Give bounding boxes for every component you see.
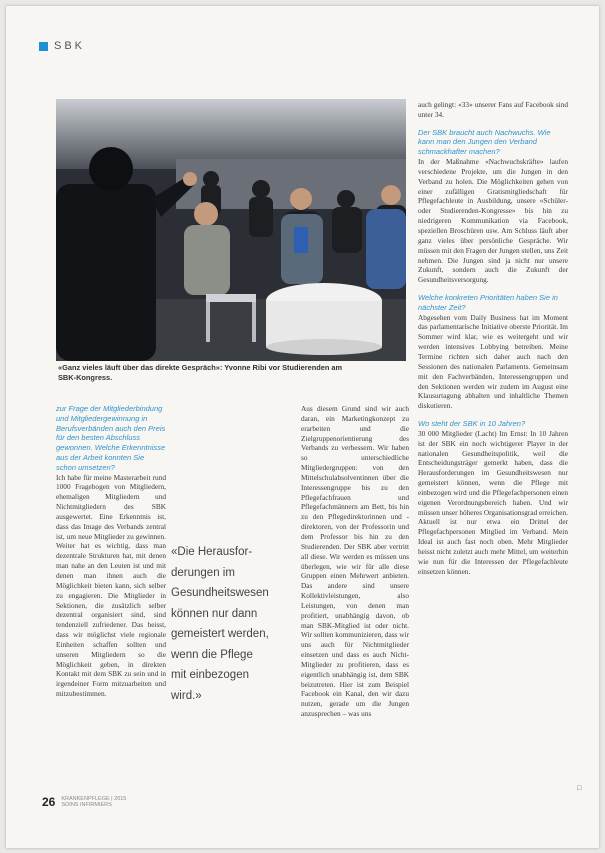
photo-caption (58, 363, 408, 383)
magazine-line-1: KRANKENPFLEGE | 2015 (61, 796, 127, 802)
caption-rest: SBK-Kongress. (58, 373, 113, 382)
question-left: zur Frage der Mitgliederbindung und Mitgliedergewinnung in Berufsverbänden auch den Preis für den besten Abschluss gewonnen. Welche Erkenntnisse aus der Arbeit konnten Sie schon umsetzen? (56, 404, 166, 472)
pull-quote-line: können nur dann (171, 607, 258, 620)
pull-quote-line: «Die Herausfor- (171, 546, 253, 558)
pull-quote-line: derungen im (171, 566, 235, 579)
page-footer (42, 795, 126, 809)
answer-2: Abgesehen vom Daily Business hat im Moment das parlamentarische Initiative oberste Priorität. Im Sommer wird klar, wie es weitergeht und wir werden intensives Lobbying betreiben. Meine Termine richten sich daher auch nach den Sessionen des nationalen Parlaments. Gemeinsam mit den Fachverbänden, Interessengruppen und den Sektionen werden wir zudem im August eine Klausurtagung abhalten und inhaltliche Themen diskutieren. (418, 312, 568, 411)
question-3: Wo steht der SBK in 10 Jahren? (418, 419, 526, 429)
end-mark-icon: □ (577, 784, 582, 792)
article-photo (56, 99, 406, 361)
conference-photo-icon (56, 99, 406, 361)
column-left (56, 404, 166, 699)
question-1: Der SBK braucht auch Nachwuchs. Wie kann man den Jungen den Verband schmackhafter machen? (418, 127, 551, 157)
magazine-line-2: SOINS INFIRMIERS (61, 802, 112, 808)
column-middle-body: Aus diesem Grund sind wir auch daran, ein Marketingkonzept zu erarbeiten und die Zielgruppenorientierung des Verbands zu verbessern. Wir haben so unterschiedliche Mitgliedergruppen: von den Mittelschulabsolventinnen über die Interessengruppe bis zu den Pflegefachfrauen und Pflegefachmännern am Bett, bis hin zu den Pflegedirektorinnen und -direktoren, von der Professorin und dem Professor bis hin zu den Studierenden. Der SBK aber vertritt all diese. Wir werden es müssen uns überlegen, wie wir für alle diese Gruppen einen Mehrwert anbieten. Das andere sind unsere Kollektivleistungen, also Leistungen, von denen man profitiert, unabhängig davon, ob man SBK-Mitglied ist oder nicht. Wir sollten kommunizieren, dass wir uns auch für Nichtmitglieder einsetzen und dass es auch Nicht-Mitglieder zu profitieren, dass es eigentlich unabhängig ist, dem SBK beizutreten. Hier ist zum Beispiel Facebook ein Kanal, den wir dazu nutzen, gerade um die Jungen anzusprechen – was uns (301, 404, 409, 719)
answer-1: In der Maßnahme «Nachwuchskräfte» laufen verschiedene Projekte, um die Jungen in den Verband zu holen. Die Möglichkeiten gehen von einer zufälligen Gratismitgliedschaft für Pflegefachleute in Ausbildung, unsere «Schüler- oder Studierenden-Kongresse» bis hin zu niedrigeren Kommunikation via Facebook, speziellen Broschüren usw. Am Schluss läuft aber ganz vieles über persönliche Gespräche. Wir müssen mit den Fragen der Jungen stellen, uns Zeit nehmen. Die Jungen sind ja nicht nur unsere Zukunft, sondern auch die Zukunft der Gesundheitsversorgung. (418, 157, 568, 285)
column-right-intro: auch gelingt: «33» unserer Fans auf Facebook sind unter 34. (418, 100, 568, 119)
section-header (39, 40, 85, 52)
question-2: Welche konkreten Prioritäten haben Sie in nächster Zeit? (418, 293, 558, 312)
caption-bold: «Ganz vieles läuft über das direkte Gespräch»: Yvonne Ribi vor Studierenden am (58, 363, 343, 372)
answer-3: 30 000 Mitglieder (Lacht) Im Ernst: In 10 Jahren ist der SBK ein noch wichtigerer Player in der nationalen Gesundheitspolitik, weil die Entscheidungsträger gemerkt haben, dass die Herausforderungen im Gesundheitswesen nur gemeistert können, wenn die Pflege mit einbezogen wird und die Pflegefachpersonen einen eigenen Verordnungsbereich haben. Und wir müssen unser höheres Organisationsgrad erreichen. Aktuell ist nur etwa ein Drittel der Pflegefachpersonen Mitglied im Verband. Mein Ideal ist auch fast noch oben. Mehr Mitglieder heisst nicht zuletzt auch mehr Mittel, um weiterhin wie nun für die Interessen der Pflegefachleute einsetzen können. (418, 428, 569, 576)
pull-quote-line: gemeistert werden, (171, 628, 269, 640)
page-number: 26 (42, 795, 56, 809)
magazine-name (61, 796, 126, 808)
pull-quote (171, 542, 289, 706)
pull-quote-line: wenn die Pflege (171, 648, 253, 661)
column-left-body: Ich habe für meine Masterarbeit rund 1000 Fragebogen von Mitgliedern, ehemaligen Mitgliedern und Nichtmitgliedern des SBK ausgewertet. Eine Erkenntnis ist, dass das Image des Verbands zentral ist, um neue Mitglieder zu gewinnen. Weiter hat es wichtig, dass man dezentrale Strukturen hat, mit denen man nahe an den Leuten ist und mit denen man ihnen auch die Möglichkeit bieten kann, sich selber zu engagieren. Die Mitglieder in Sektionen, die zusätzlich selber dezentral organisiert sind, sind tendenziell zufriedener. Das heisst, dass wir möglichst viele regionale Einheiten schaffen sollten und unseren Mitgliedern so die Möglichkeit geben, in direkten Kontakt mit dem SBK zu sein und in irgendeiner Form mitzuarbeiten und mitzubestimmen. (56, 472, 166, 699)
magazine-page (6, 6, 599, 848)
column-right (418, 100, 568, 577)
pull-quote-line: wird.» (171, 689, 202, 702)
column-middle (301, 404, 409, 719)
section-label: SBK (54, 40, 86, 52)
pull-quote-line: Gesundheitswesen (171, 587, 269, 599)
pull-quote-line: mit einbezogen (171, 669, 249, 681)
blue-square-icon (39, 42, 48, 51)
